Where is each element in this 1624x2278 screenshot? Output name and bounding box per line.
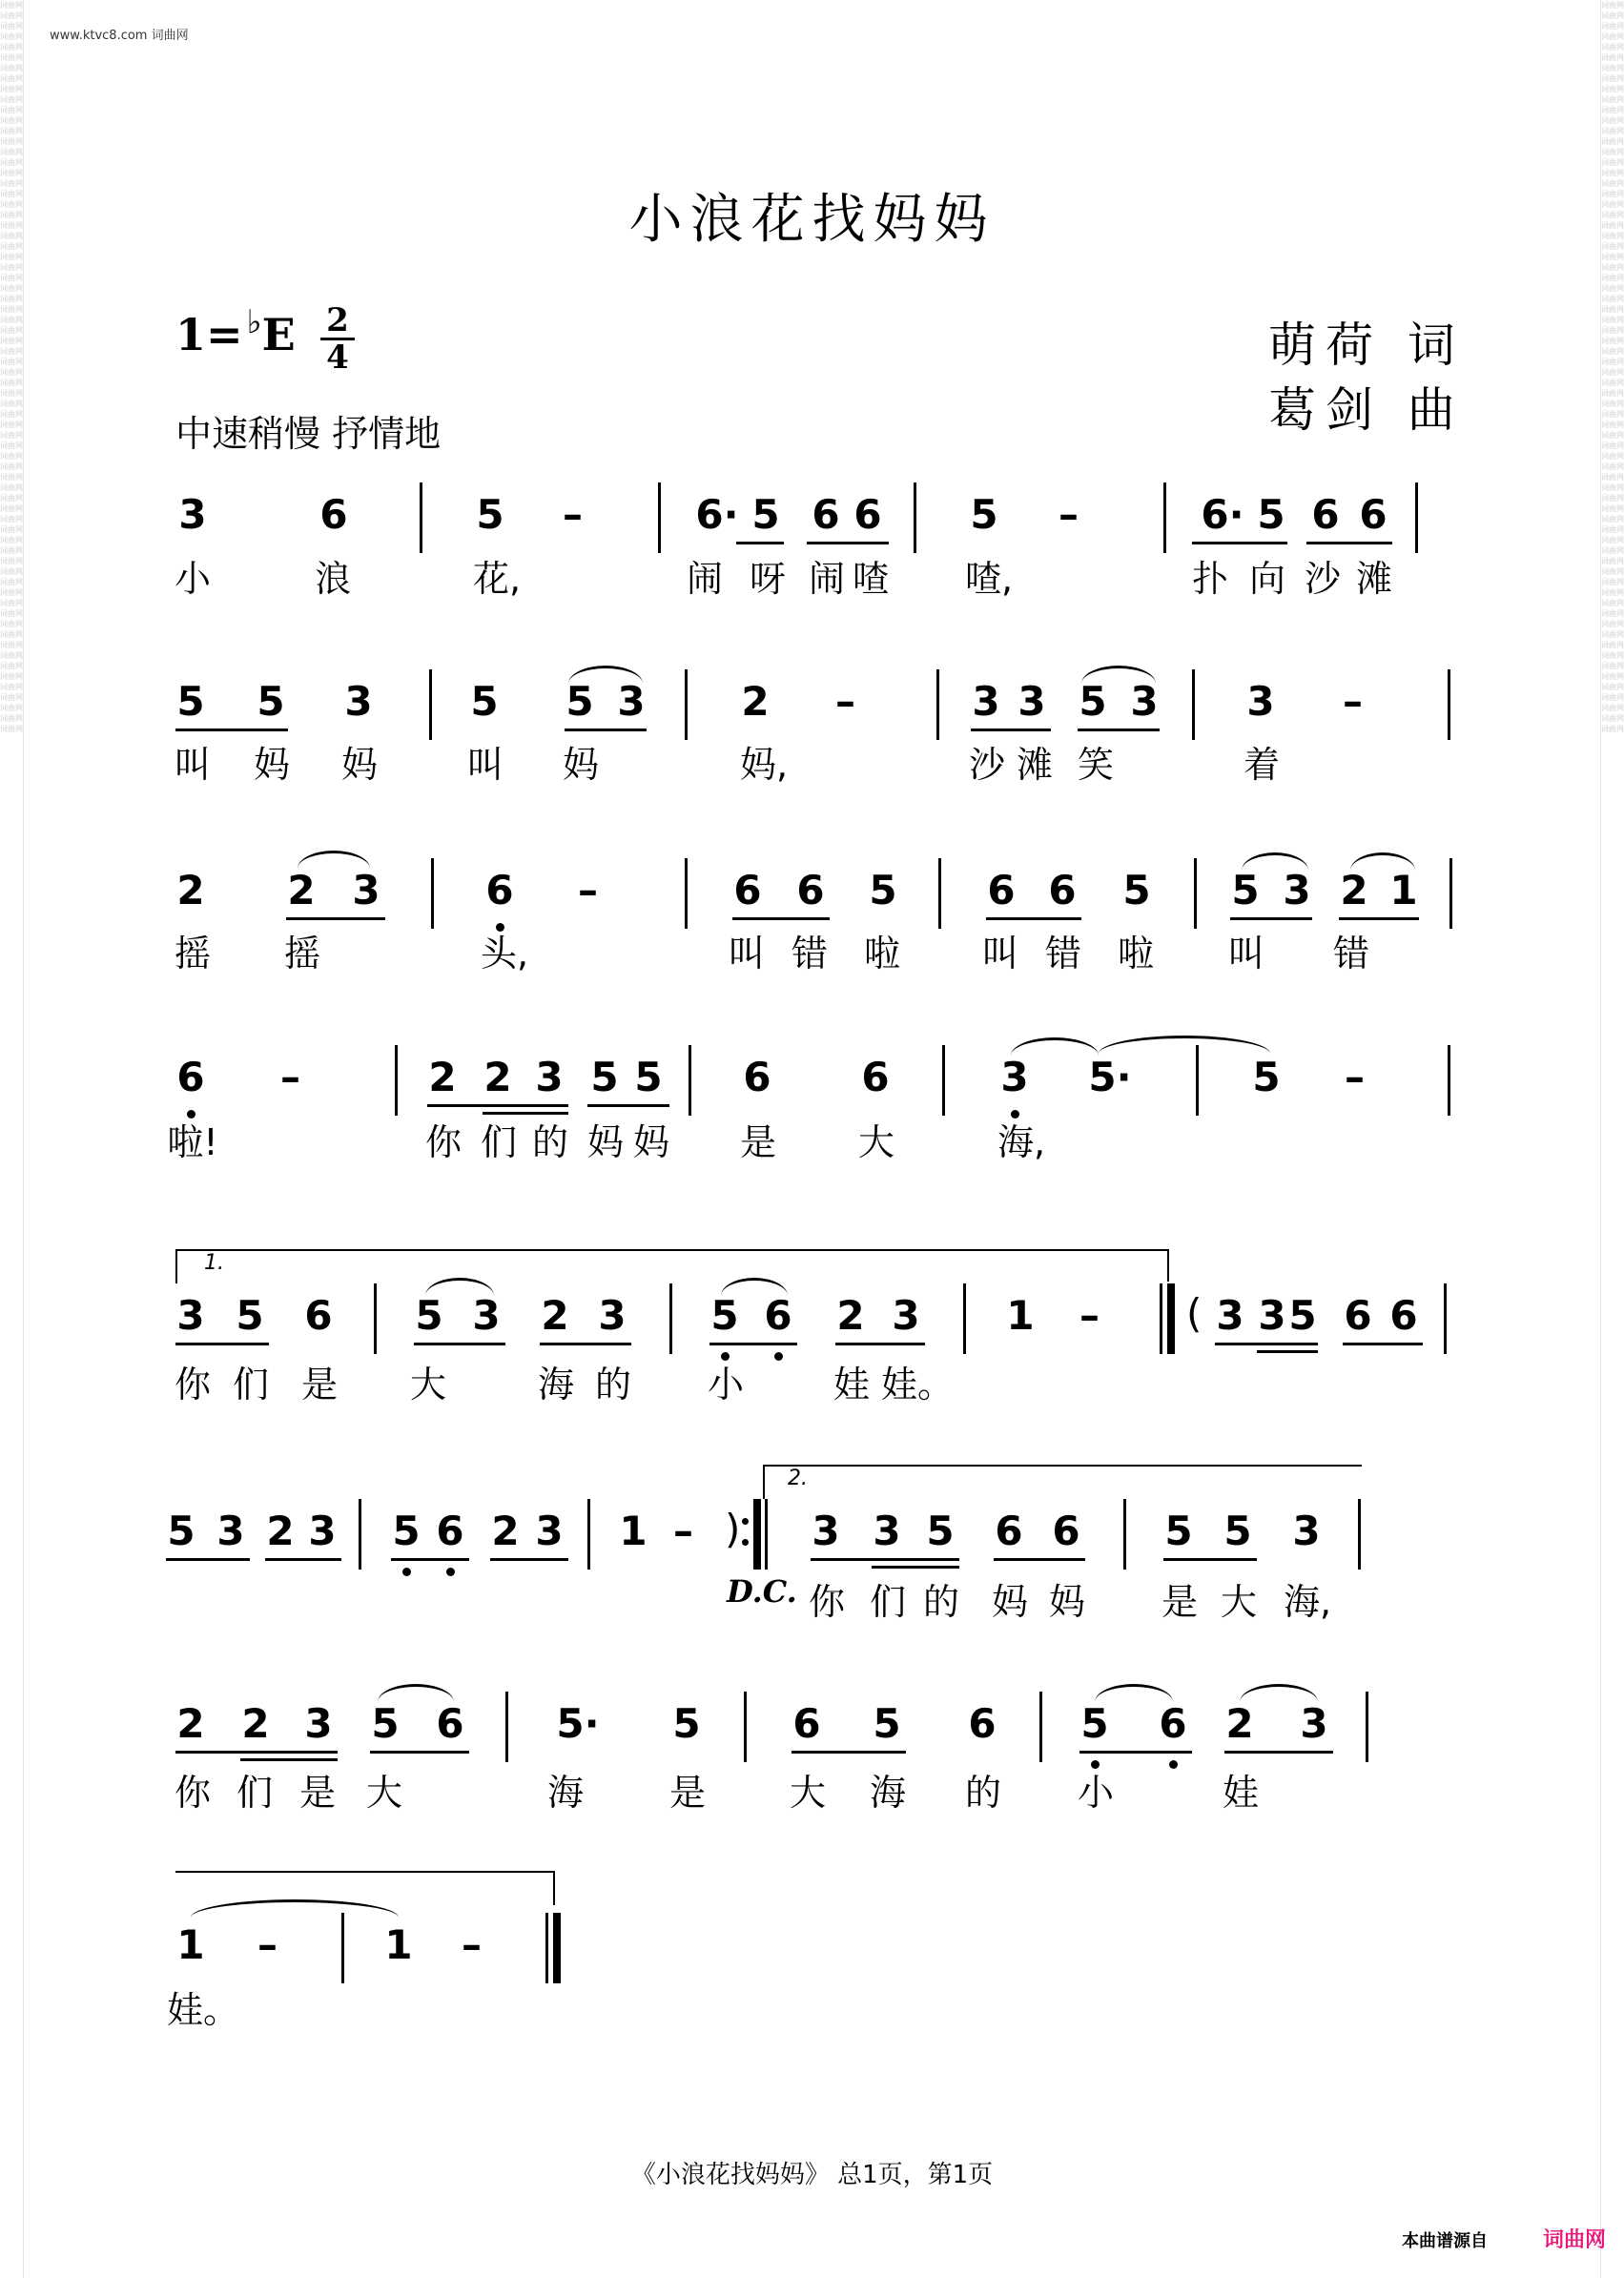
close-parenthesis: ) <box>725 1506 741 1552</box>
note: 6 <box>812 491 840 538</box>
barline <box>1415 482 1418 553</box>
barline <box>429 669 432 740</box>
lyric: 啦 <box>1117 933 1154 975</box>
underline <box>1192 542 1287 544</box>
underline <box>175 729 288 731</box>
lyric: 们 <box>232 1364 269 1406</box>
key-prefix: 1= <box>175 309 243 360</box>
note: 6 <box>304 1292 333 1339</box>
note: 5 <box>590 1054 619 1100</box>
lyric: 向 <box>1248 558 1285 600</box>
underline <box>1343 1343 1423 1345</box>
time-signature-top: 2 <box>320 303 355 340</box>
note: 3 <box>178 491 207 538</box>
underline <box>1079 1751 1192 1754</box>
lyric: 啦! <box>167 1121 218 1163</box>
note: 3 <box>1000 1054 1029 1100</box>
underline <box>1078 729 1160 731</box>
lyric: 大 <box>789 1772 826 1814</box>
note: 6 <box>743 1054 771 1100</box>
site-url: www.ktvc8.com 词曲网 <box>50 29 189 43</box>
source-label: 本曲谱源自 <box>1402 2231 1488 2251</box>
underline <box>1230 917 1312 920</box>
note: 2 <box>428 1054 457 1100</box>
lyric: 花, <box>472 558 522 600</box>
lyric: 扑 <box>1191 558 1228 600</box>
underline <box>736 542 784 544</box>
note: 5 <box>1079 678 1107 725</box>
lyric: 喳 <box>852 558 889 600</box>
final-barline-thick <box>553 1913 561 1983</box>
lyric: 的 <box>964 1772 1001 1814</box>
barline <box>942 1045 945 1116</box>
underline <box>414 1343 505 1345</box>
note: 5 <box>634 1054 663 1100</box>
underline <box>1339 917 1419 920</box>
note: 5 <box>257 678 285 725</box>
underline <box>811 1558 959 1561</box>
note: 5 <box>672 1700 701 1747</box>
barline <box>1039 1692 1042 1762</box>
left-watermark-strip: 词曲网词曲网词曲网词曲网词曲网词曲网词曲网词曲网词曲网词曲网词曲网词曲网词曲网词曲网词曲网词曲网词曲网词曲网词曲网词曲网词曲网词曲网词曲网词曲网词曲网词曲网词曲网词曲网词曲网词曲网词曲网词曲网词曲网词曲网词曲网词曲网词曲网词曲网词曲网词曲网词曲网词曲网词曲网词曲网词曲网词曲网词曲网词曲网词曲网词曲网词曲网词曲网词曲网词曲网词曲网词曲网词曲网词曲网词曲网词曲网词曲网词曲网词曲网词曲网词曲网词曲网词曲网词曲网词曲网词曲网 <box>0 0 24 2278</box>
lyric: 们 <box>236 1772 273 1814</box>
note: 3 <box>892 1292 920 1339</box>
source-brand[interactable]: 词曲网 <box>1543 2228 1607 2252</box>
note: 6 <box>1389 1292 1418 1339</box>
barline <box>395 1045 398 1116</box>
flat-sign: ♭ <box>246 303 262 341</box>
barline <box>587 1499 590 1570</box>
underline <box>872 1566 959 1569</box>
lyric: 你 <box>424 1121 462 1163</box>
note: 5 <box>926 1508 955 1554</box>
underline <box>540 1343 631 1345</box>
lyric: 大 <box>365 1772 402 1814</box>
note: 1 <box>176 1921 205 1968</box>
note: 5 <box>476 491 504 538</box>
key-signature <box>175 303 296 360</box>
rest-dash: – <box>462 1921 482 1968</box>
lyric: 闹 <box>686 558 723 600</box>
lower-octave-dot <box>496 923 504 932</box>
note: 2 <box>287 867 316 913</box>
note: 6 <box>796 867 825 913</box>
underline <box>370 1751 469 1754</box>
rest-dash: – <box>563 491 583 538</box>
lyric: 叫 <box>981 933 1018 975</box>
lyric: 妈, <box>739 744 789 786</box>
underline <box>490 1558 568 1561</box>
barline <box>1366 1692 1368 1762</box>
lyric: 错 <box>1044 933 1081 975</box>
note: 5 <box>1257 491 1285 538</box>
barline <box>1444 1283 1447 1354</box>
barline <box>914 482 916 553</box>
note: 5 <box>751 491 780 538</box>
note: 6 <box>792 1700 821 1747</box>
underline <box>175 1751 338 1754</box>
underline <box>1163 1558 1257 1561</box>
lyric: 海 <box>546 1772 584 1814</box>
note: 5 <box>873 1700 901 1747</box>
page-footer: 《小浪花找妈妈》 总1页，第1页 <box>630 2161 994 2189</box>
note: 3 <box>535 1054 564 1100</box>
note: 6 <box>861 1054 890 1100</box>
note: 3 <box>812 1508 840 1554</box>
note: 5 <box>1252 1054 1281 1100</box>
note: 2 <box>1225 1700 1254 1747</box>
note: 1 <box>1006 1292 1035 1339</box>
note: 3 <box>598 1292 627 1339</box>
lyric: 头, <box>480 933 529 975</box>
note: 5 <box>970 491 998 538</box>
lower-octave-dot <box>446 1568 455 1576</box>
lyric: 娃 <box>1222 1772 1259 1814</box>
note: 6· <box>1201 491 1244 538</box>
note: 6 <box>853 491 882 538</box>
second-ending-bracket <box>763 1465 1362 1499</box>
lyric: 们 <box>869 1581 906 1623</box>
note: 6 <box>987 867 1016 913</box>
lyric: 娃 <box>833 1364 870 1406</box>
time-signature-bottom: 4 <box>326 339 349 377</box>
lower-octave-dot <box>721 1352 730 1361</box>
lyric: 笑 <box>1077 744 1114 786</box>
note: 6 <box>436 1700 464 1747</box>
lyric: 错 <box>791 933 828 975</box>
barline <box>374 1283 377 1354</box>
underline <box>1224 1751 1333 1754</box>
lyric: 的 <box>531 1121 568 1163</box>
barline <box>685 858 688 929</box>
lower-octave-dot <box>402 1568 411 1576</box>
note: 6 <box>436 1508 464 1554</box>
note: 3 <box>176 1292 205 1339</box>
lyric: 浪 <box>314 558 351 600</box>
note: 3 <box>1258 1292 1286 1339</box>
note: 3 <box>1216 1292 1244 1339</box>
lyric: 海, <box>997 1121 1046 1163</box>
final-barline-thin <box>545 1913 548 1983</box>
note: 3 <box>304 1700 333 1747</box>
note: 5 <box>869 867 897 913</box>
note: 6 <box>1048 867 1077 913</box>
lyric: 滩 <box>1016 744 1053 786</box>
lyric: 啦 <box>863 933 900 975</box>
underline <box>994 1558 1085 1561</box>
lyric: 们 <box>480 1121 517 1163</box>
first-ending-number: 1. <box>204 1251 224 1275</box>
barline <box>1123 1499 1126 1570</box>
note: 2 <box>1340 867 1368 913</box>
note: 6 <box>968 1700 997 1747</box>
lyric: 海 <box>869 1772 906 1814</box>
note: 5 <box>415 1292 443 1339</box>
barline <box>685 669 688 740</box>
lyric: 你 <box>174 1364 211 1406</box>
note: 2 <box>491 1508 520 1554</box>
lyric: 是 <box>739 1121 776 1163</box>
time-signature <box>320 303 355 375</box>
note: 3 <box>1018 678 1046 725</box>
underline <box>240 1758 338 1761</box>
note: 5 <box>470 678 499 725</box>
lyric: 的 <box>594 1364 631 1406</box>
lyric: 大 <box>409 1364 446 1406</box>
lyric: 沙 <box>1304 558 1341 600</box>
note: 1 <box>384 1921 413 1968</box>
barline <box>431 858 434 929</box>
rest-dash: – <box>1343 678 1363 725</box>
note: 5 <box>1231 867 1260 913</box>
note: 6 <box>764 1292 792 1339</box>
note: 1 <box>1389 867 1418 913</box>
note: 5 <box>710 1292 739 1339</box>
lyric: 你 <box>808 1581 845 1623</box>
barline <box>1448 669 1450 740</box>
rest-dash: – <box>1345 1054 1365 1100</box>
tempo-marking: 中速稍慢 抒情地 <box>175 413 442 455</box>
note: 3 <box>1300 1700 1328 1747</box>
note: 5 <box>176 678 205 725</box>
lyric: 娃。 <box>167 1989 240 2031</box>
lyric: 妈 <box>991 1581 1028 1623</box>
barline <box>1163 482 1166 553</box>
lyric: 叫 <box>174 744 211 786</box>
note: 5 <box>1288 1292 1317 1339</box>
note: 3 <box>535 1508 564 1554</box>
lyric: 滩 <box>1355 558 1392 600</box>
underline <box>286 917 385 920</box>
note: 3 <box>344 678 373 725</box>
underline <box>175 1343 269 1345</box>
note: 3 <box>472 1292 501 1339</box>
lyric: 大 <box>1220 1581 1257 1623</box>
lyric: 摇 <box>174 933 211 975</box>
lower-octave-dot <box>774 1352 783 1361</box>
lyric: 妈 <box>253 744 290 786</box>
lyric: 喳, <box>964 558 1014 600</box>
note: 2 <box>483 1054 512 1100</box>
composer-credit: 葛剑 曲 <box>1268 382 1465 438</box>
barline <box>1449 858 1452 929</box>
lyric: 闹 <box>808 558 845 600</box>
underline <box>791 1751 906 1754</box>
note: 3 <box>617 678 646 725</box>
note: 6· <box>695 491 739 538</box>
barline <box>1358 1499 1361 1570</box>
note: 5 <box>167 1508 195 1554</box>
note: 2 <box>241 1700 270 1747</box>
note: 3 <box>873 1508 901 1554</box>
rest-dash: – <box>280 1054 300 1100</box>
ending-bracket <box>175 1871 555 1905</box>
underline <box>565 729 647 731</box>
lyric: 妈 <box>340 744 378 786</box>
lyric: 是 <box>300 1364 338 1406</box>
barline <box>420 482 422 553</box>
lower-octave-dot <box>1091 1760 1100 1769</box>
barline <box>658 482 661 553</box>
note: 6 <box>176 1054 205 1100</box>
note: 5 <box>1122 867 1151 913</box>
lyric: 是 <box>668 1772 706 1814</box>
lyric: 妈 <box>632 1121 669 1163</box>
note: 2 <box>836 1292 865 1339</box>
barline <box>938 858 941 929</box>
note: 6 <box>1359 491 1388 538</box>
note: 1 <box>619 1508 648 1554</box>
underline <box>1257 1350 1318 1353</box>
underline <box>483 1112 568 1115</box>
lyric: 是 <box>298 1772 336 1814</box>
note: 3 <box>352 867 380 913</box>
barline <box>341 1913 344 1983</box>
lyric: 叫 <box>728 933 765 975</box>
underline <box>391 1558 469 1561</box>
lyric: 大 <box>857 1121 894 1163</box>
note: 5 <box>236 1292 264 1339</box>
rest-dash: – <box>578 867 598 913</box>
note: 5 <box>565 678 594 725</box>
note: 2 <box>176 867 205 913</box>
note: 6 <box>995 1508 1023 1554</box>
note: 6 <box>1344 1292 1372 1339</box>
lyric: 叫 <box>1227 933 1264 975</box>
underline <box>807 542 889 544</box>
note: 5· <box>1088 1054 1132 1100</box>
barline <box>936 669 939 740</box>
lyric: 错 <box>1332 933 1369 975</box>
underline <box>265 1558 341 1561</box>
barline <box>1196 1045 1199 1116</box>
rest-dash: – <box>673 1508 693 1554</box>
rest-dash: – <box>835 678 855 725</box>
double-barline-thin <box>1160 1283 1162 1354</box>
lyric: 海 <box>537 1364 574 1406</box>
lyric: 着 <box>1243 744 1280 786</box>
underline <box>971 729 1051 731</box>
note: 6 <box>485 867 514 913</box>
repeat-barline-thick <box>753 1499 761 1570</box>
barline <box>963 1283 966 1354</box>
barline <box>669 1283 672 1354</box>
double-barline-thick <box>1167 1283 1175 1354</box>
note: 3 <box>1292 1508 1321 1554</box>
lyric: 摇 <box>283 933 320 975</box>
note: 2 <box>741 678 770 725</box>
note: 3 <box>972 678 1000 725</box>
lyric: 妈 <box>1048 1581 1085 1623</box>
barline <box>505 1692 508 1762</box>
note: 3 <box>1283 867 1311 913</box>
note: 6 <box>1311 491 1340 538</box>
note: 5· <box>556 1700 600 1747</box>
rest-dash: – <box>1059 491 1079 538</box>
barline <box>1194 858 1197 929</box>
lyric: 海, <box>1283 1581 1332 1623</box>
underline <box>835 1343 925 1345</box>
underline <box>1215 1343 1318 1345</box>
note: 2 <box>176 1700 205 1747</box>
rest-dash: – <box>257 1921 278 1968</box>
key-note: E <box>261 309 296 360</box>
note: 5 <box>1223 1508 1252 1554</box>
note: 5 <box>1164 1508 1193 1554</box>
barline <box>1192 669 1195 740</box>
note: 3 <box>216 1508 245 1554</box>
note: 6 <box>1159 1700 1187 1747</box>
note: 3 <box>1130 678 1159 725</box>
lyricist-credit: 萌荷 词 <box>1268 318 1465 373</box>
da-capo-mark: D.C. <box>727 1573 797 1610</box>
lyric: 是 <box>1161 1581 1198 1623</box>
lower-octave-dot <box>1011 1110 1019 1118</box>
lyric: 小 <box>707 1364 744 1406</box>
lyric: 叫 <box>466 744 504 786</box>
underline <box>709 1343 797 1345</box>
underline <box>732 917 830 920</box>
underline <box>166 1558 250 1561</box>
first-ending-bracket <box>175 1249 1169 1283</box>
lyric: 小 <box>1077 1772 1114 1814</box>
lyric: 妈 <box>562 744 599 786</box>
repeat-dot <box>742 1539 749 1546</box>
underline <box>986 917 1081 920</box>
barline <box>744 1692 747 1762</box>
note: 2 <box>541 1292 569 1339</box>
note: 6 <box>1052 1508 1080 1554</box>
lower-octave-dot <box>187 1110 195 1118</box>
repeat-barline-thin <box>765 1499 768 1570</box>
rest-dash: – <box>1079 1292 1100 1339</box>
note: 5 <box>1080 1700 1109 1747</box>
lyric: 妈 <box>586 1121 624 1163</box>
right-watermark-strip: 词曲网词曲网词曲网词曲网词曲网词曲网词曲网词曲网词曲网词曲网词曲网词曲网词曲网词曲网词曲网词曲网词曲网词曲网词曲网词曲网词曲网词曲网词曲网词曲网词曲网词曲网词曲网词曲网词曲网词曲网词曲网词曲网词曲网词曲网词曲网词曲网词曲网词曲网词曲网词曲网词曲网词曲网词曲网词曲网词曲网词曲网词曲网词曲网词曲网词曲网词曲网词曲网词曲网词曲网词曲网词曲网词曲网词曲网词曲网词曲网词曲网词曲网词曲网词曲网词曲网词曲网词曲网词曲网词曲网词曲网 <box>1600 0 1624 2278</box>
barline <box>1448 1045 1450 1116</box>
tie <box>1099 1036 1270 1054</box>
note: 3 <box>1246 678 1275 725</box>
song-title: 小浪花找妈妈 <box>628 189 996 251</box>
barline <box>689 1045 691 1116</box>
note: 5 <box>371 1700 400 1747</box>
open-parenthesis: ( <box>1186 1290 1203 1337</box>
lyric: 娃。 <box>881 1364 955 1406</box>
underline <box>1306 542 1392 544</box>
lower-octave-dot <box>1169 1760 1178 1769</box>
underline <box>587 1104 669 1107</box>
second-ending-number: 2. <box>788 1467 808 1490</box>
underline <box>427 1104 568 1107</box>
note: 2 <box>266 1508 295 1554</box>
repeat-dot <box>742 1518 749 1525</box>
note: 5 <box>392 1508 421 1554</box>
lyric: 小 <box>174 558 211 600</box>
note: 6 <box>733 867 762 913</box>
note: 6 <box>319 491 348 538</box>
barline <box>359 1499 361 1570</box>
lyric: 沙 <box>968 744 1005 786</box>
lyric: 的 <box>922 1581 959 1623</box>
note: 3 <box>308 1508 337 1554</box>
lyric: 呀 <box>749 558 786 600</box>
first-ending-bracket-end <box>1125 1249 1169 1282</box>
lyric: 你 <box>174 1772 211 1814</box>
